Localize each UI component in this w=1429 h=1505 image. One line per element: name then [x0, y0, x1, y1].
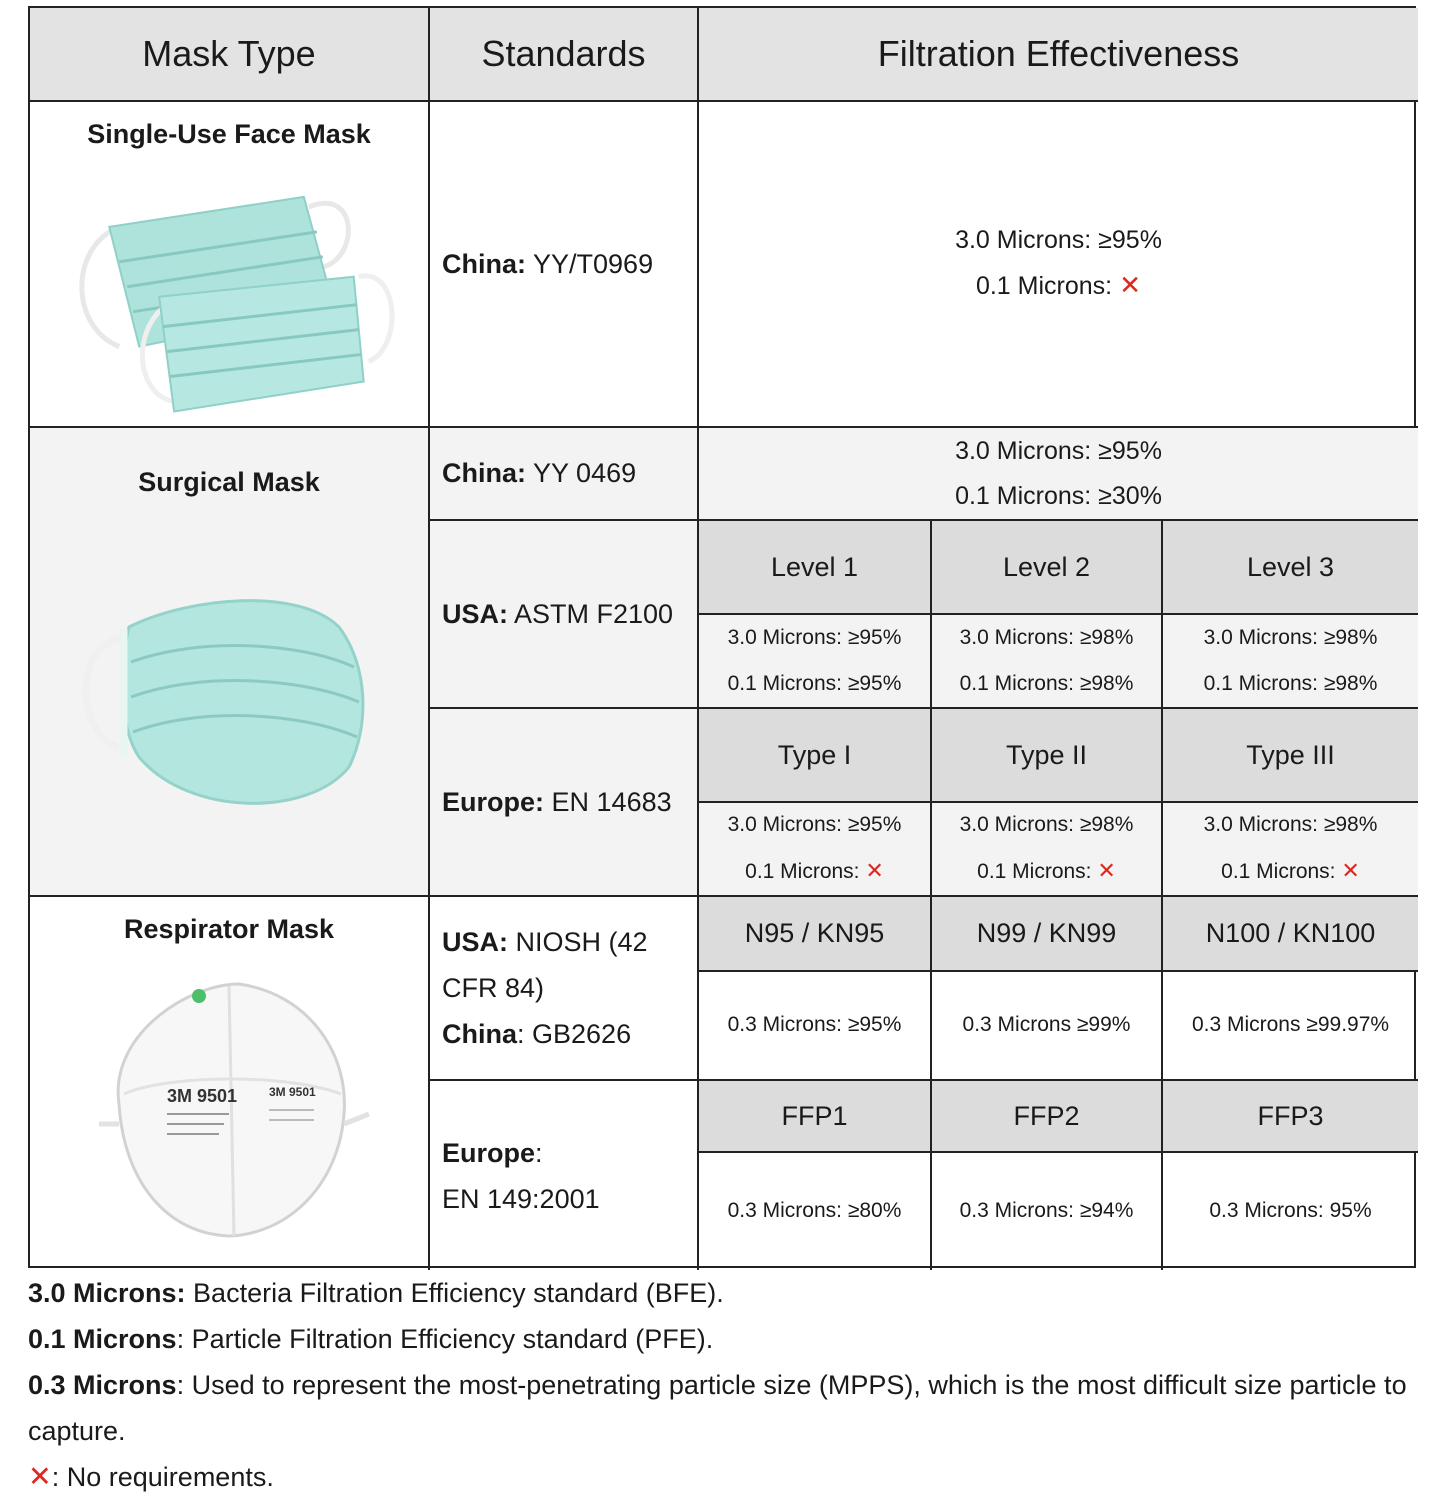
level-1-label: Level 1 — [770, 551, 859, 582]
type-3-values — [1163, 803, 1418, 897]
surgical-china-standard — [430, 428, 699, 521]
respirator-niosh-standard — [430, 897, 699, 1081]
resp-europe-colon: : — [535, 1137, 543, 1168]
surgical-mask-title: Surgical Mask — [138, 467, 320, 497]
surgical-europe-standard — [430, 709, 699, 897]
type-1-label: Type I — [777, 739, 852, 770]
type-3-line1: 3.0 Microns: ≥98% — [1203, 812, 1378, 836]
header-mask-type — [30, 8, 430, 102]
ffp3-value-text: 0.3 Microns: 95% — [1209, 1199, 1372, 1223]
surgical-china-filtration — [699, 428, 1418, 521]
ffp3-label: FFP3 — [1257, 1100, 1324, 1131]
type-1-header — [699, 709, 932, 803]
surgical-usa-code: ASTM F2100 — [514, 598, 674, 629]
ffp3-value — [1163, 1153, 1418, 1270]
level-1-line2: 0.1 Microns: ≥95% — [727, 672, 902, 695]
note-0-3-microns — [28, 1362, 1418, 1454]
n100-value — [1163, 972, 1418, 1081]
single-use-line1: 3.0 Microns: ≥95% — [955, 225, 1162, 254]
header-standards-label: Standards — [481, 32, 646, 74]
n100-header — [1163, 897, 1418, 972]
respirator-print-text-small: 3M 9501 — [269, 1084, 316, 1099]
ffp1-label: FFP1 — [781, 1100, 848, 1131]
type-2-line2: 0.1 Microns: — [977, 859, 1092, 883]
level-1-line1: 3.0 Microns: ≥95% — [727, 625, 902, 649]
single-use-mask-image — [59, 167, 399, 426]
respirator-europe-standard — [430, 1081, 699, 1270]
note-3-term: 0.3 Microns — [28, 1370, 177, 1400]
resp-europe-region: Europe — [442, 1137, 536, 1168]
surgical-china-line2: 0.1 Microns: ≥30% — [955, 481, 1162, 510]
no-requirement-x-icon: ✕ — [28, 1460, 52, 1493]
ffp1-value-text: 0.3 Microns: ≥80% — [727, 1199, 902, 1223]
niosh-china-code: : GB2626 — [517, 1019, 632, 1049]
type-2-line1: 3.0 Microns: ≥98% — [959, 812, 1134, 836]
type-1-values — [699, 803, 932, 897]
surgical-europe-code: EN 14683 — [551, 786, 672, 817]
ffp3-header — [1163, 1081, 1418, 1153]
level-1-values — [699, 615, 932, 709]
level-3-line1: 3.0 Microns: ≥98% — [1203, 625, 1378, 649]
surgical-china-line1: 3.0 Microns: ≥95% — [955, 436, 1162, 465]
note-2-text: : Particle Filtration Efficiency standard (PFE). — [176, 1324, 714, 1354]
ffp2-label: FFP2 — [1013, 1100, 1080, 1131]
single-use-filtration — [699, 102, 1418, 428]
level-3-label: Level 3 — [1246, 551, 1335, 582]
surgical-usa-region: USA: — [442, 598, 508, 629]
n95-value-text: 0.3 Microns: ≥95% — [727, 1013, 902, 1037]
note-x-mark — [28, 1454, 1418, 1500]
type-2-label: Type II — [1005, 739, 1088, 770]
surgical-mask-image — [69, 567, 389, 827]
single-use-std-region: China: — [442, 248, 526, 279]
single-use-mask-cell — [30, 102, 430, 428]
ffp1-value — [699, 1153, 932, 1270]
level-2-label: Level 2 — [1002, 551, 1091, 582]
ffp2-header — [932, 1081, 1163, 1153]
type-1-line1: 3.0 Microns: ≥95% — [727, 812, 902, 836]
n95-value — [699, 972, 932, 1081]
no-requirement-x-icon: ✕ — [1119, 270, 1142, 301]
footnotes — [28, 1270, 1418, 1500]
resp-europe-code: EN 149:2001 — [442, 1183, 600, 1214]
type-1-line2: 0.1 Microns: — [745, 859, 860, 883]
header-filtration — [699, 8, 1418, 102]
niosh-china-region: China — [442, 1019, 518, 1049]
n100-label: N100 / KN100 — [1205, 918, 1376, 949]
level-1-header — [699, 521, 932, 615]
level-2-line1: 3.0 Microns: ≥98% — [959, 625, 1134, 649]
surgical-china-region: China: — [442, 458, 526, 489]
mask-comparison-table — [28, 6, 1416, 1268]
respirator-mask-cell — [30, 897, 430, 1270]
type-3-line2: 0.1 Microns: — [1221, 859, 1336, 883]
respirator-print-text: 3M 9501 — [167, 1085, 238, 1106]
n100-value-text: 0.3 Microns ≥99.97% — [1191, 1013, 1390, 1037]
ffp1-header — [699, 1081, 932, 1153]
surgical-usa-standard — [430, 521, 699, 709]
single-use-std-code: YY/T0969 — [533, 248, 654, 279]
single-use-line2: 0.1 Microns: — [975, 271, 1113, 300]
level-2-line2: 0.1 Microns: ≥98% — [959, 672, 1134, 695]
note-1-term: 3.0 Microns: — [28, 1278, 186, 1308]
n99-value-text: 0.3 Microns ≥99% — [962, 1013, 1131, 1037]
header-standards — [430, 8, 699, 102]
n99-header — [932, 897, 1163, 972]
type-2-header — [932, 709, 1163, 803]
header-filtration-label: Filtration Effectiveness — [877, 32, 1240, 74]
surgical-mask-cell — [30, 428, 430, 897]
no-requirement-x-icon: ✕ — [1097, 858, 1116, 884]
note-2-term: 0.1 Microns — [28, 1324, 177, 1354]
level-3-values — [1163, 615, 1418, 709]
note-4-text: : No requirements. — [51, 1462, 274, 1492]
niosh-usa-code: NIOSH (42 CFR 84) — [442, 927, 648, 1003]
n95-header — [699, 897, 932, 972]
level-3-line2: 0.1 Microns: ≥98% — [1203, 672, 1378, 695]
note-3-text: : Used to represent the most-penetrating particle size (MPPS), which is the most difficult size particle to capture. — [28, 1370, 1407, 1446]
surgical-china-code: YY 0469 — [533, 458, 637, 489]
ffp2-value-text: 0.3 Microns: ≥94% — [959, 1199, 1134, 1223]
note-1-text: Bacteria Filtration Efficiency standard (BFE). — [185, 1278, 724, 1308]
type-3-header — [1163, 709, 1418, 803]
ffp2-value — [932, 1153, 1163, 1270]
header-mask-type-label: Mask Type — [142, 32, 316, 74]
surgical-europe-region: Europe: — [442, 786, 545, 817]
single-use-mask-title: Single-Use Face Mask — [87, 119, 371, 149]
level-2-header — [932, 521, 1163, 615]
type-3-label: Type III — [1246, 739, 1335, 770]
level-2-values — [932, 615, 1163, 709]
no-requirement-x-icon: ✕ — [865, 858, 884, 884]
n99-value — [932, 972, 1163, 1081]
type-2-values — [932, 803, 1163, 897]
single-use-standard — [430, 102, 699, 428]
respirator-mask-image — [79, 974, 379, 1244]
niosh-usa-region: USA: — [442, 927, 508, 957]
n95-label: N95 / KN95 — [744, 918, 885, 949]
note-3-0-microns — [28, 1270, 1418, 1316]
n99-label: N99 / KN99 — [976, 918, 1117, 949]
no-requirement-x-icon: ✕ — [1341, 858, 1360, 884]
respirator-mask-title: Respirator Mask — [123, 914, 335, 944]
note-0-1-microns — [28, 1316, 1418, 1362]
level-3-header — [1163, 521, 1418, 615]
